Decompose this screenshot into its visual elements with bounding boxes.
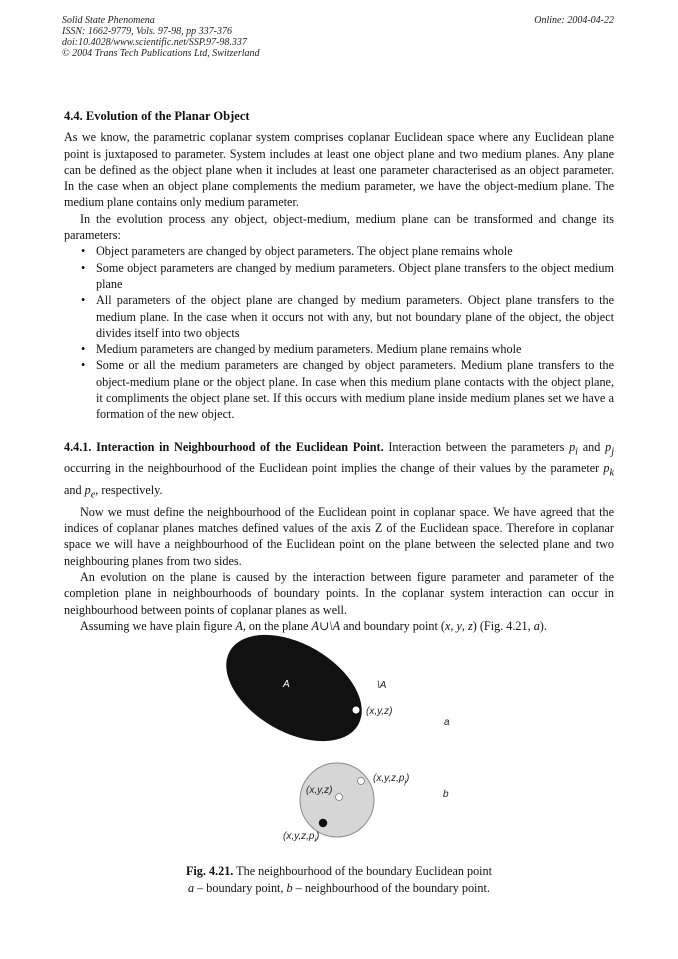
- caption-text: – boundary point,: [194, 881, 287, 895]
- subsection-title: 4.4.1. Interaction in Neighbourhood of the Euclidean Point.: [64, 439, 384, 454]
- math: x: [444, 618, 451, 633]
- label-A: A: [283, 679, 290, 690]
- paragraph: An evolution on the plane is caused by the interaction between figure parameter and parameter of the completion plane in neighbourhoods of boundary points. In the coplanar system interaction can occur in neighbourhood between points of coplanar planes as well.: [64, 570, 614, 617]
- math: a: [533, 618, 540, 633]
- label-sub: i: [314, 837, 317, 844]
- math: z: [468, 618, 473, 633]
- text: ,: [461, 618, 468, 633]
- math: p: [605, 439, 612, 454]
- figure-a-ellipse: [208, 613, 380, 763]
- caption-letter: a: [188, 881, 195, 895]
- caption-fig-number: Fig. 4.21.: [185, 864, 234, 878]
- label-text: ): [406, 773, 410, 784]
- text: and: [578, 439, 606, 454]
- text: , on the plane: [242, 618, 312, 633]
- math: y: [456, 618, 462, 633]
- label-center-point: (x,y,z): [306, 785, 333, 796]
- copyright-line: © 2004 Trans Tech Publications Ltd, Switzerland: [62, 48, 260, 59]
- center-point: [336, 794, 343, 801]
- text: Assuming we have plain figure: [80, 618, 236, 633]
- label-complement-A: \A: [377, 680, 387, 691]
- math: p: [603, 461, 610, 476]
- list-item: • Some or all the medium parameters are changed by object parameters. Medium plane transfers to the object-medium plane or the object plane. In case when this medium plane contacts with the object plane, it compliments the object plane set. If this occurs with medium plane inside medium planes set we have a formation of the new object.: [96, 357, 614, 422]
- label-a: a: [444, 717, 450, 728]
- math: A∪\A: [311, 618, 341, 633]
- caption-text: – neighbourhood of the boundary point.: [292, 881, 490, 895]
- text: ) (Fig. 4.21,: [472, 618, 534, 633]
- list-item: • Medium parameters are changed by medium parameters. Medium plane remains whole: [96, 341, 614, 357]
- journal-name: Solid State Phenomena: [62, 15, 155, 26]
- math: e: [90, 489, 96, 501]
- text: occurring in the neighbourhood of the Euclidean point implies the change of their values by the parameter: [64, 461, 604, 476]
- math: A: [235, 618, 243, 633]
- math: k: [609, 467, 614, 479]
- text: and boundary point (: [340, 618, 445, 633]
- online-date: Online: 2004-04-22: [534, 15, 614, 26]
- list-item: • Some object parameters are changed by medium parameters. Object plane transfers to the object medium plane: [96, 260, 614, 293]
- text: Interaction between the parameters: [383, 439, 570, 454]
- list-item: • All parameters of the object plane are changed by medium parameters. Object plane transfers to the medium plane. In the case when it occurs not with any, but not boundary plane of the object, the object divides itself into two objects: [96, 292, 614, 341]
- label-point-j: [373, 773, 409, 786]
- paragraph: Now we must define the neighbourhood of the Euclidean point in coplanar space. We have agreed that the indices of coplanar planes matches defined values of the axis Z of the Euclidean space. Therefore in coplanar space we will have a neighbourhood of the Euclidean point on the plane between the selected plane and two neighbouring planes from two sides.: [64, 504, 614, 568]
- math: p: [84, 483, 91, 498]
- label-text: ): [316, 831, 320, 842]
- boundary-point: [352, 706, 360, 714]
- label-text: (x,y,z,p: [373, 773, 405, 784]
- caption-letter: b: [286, 881, 293, 895]
- neighbour-point-j: [358, 778, 365, 785]
- neighbour-point-i: [319, 819, 327, 827]
- label-point-i: [283, 831, 319, 844]
- text: ).: [539, 618, 547, 633]
- paragraph: In the evolution process any object, object-medium, medium plane can be transformed and change its parameters:: [64, 211, 614, 243]
- text: , respectively.: [95, 483, 163, 498]
- caption-text: The neighbourhood of the boundary Euclidean point: [233, 864, 493, 878]
- label-text: (x,y,z,p: [283, 831, 315, 842]
- math: i: [575, 446, 578, 458]
- caption-line-1: [0, 863, 678, 880]
- label-boundary-point: (x,y,z): [366, 706, 393, 717]
- issn-line: ISSN: 1662-9779, Vols. 97-98, pp 337-376: [62, 26, 232, 37]
- list-item: • Object parameters are changed by object parameters. The object plane remains whole: [96, 243, 614, 259]
- caption-line-2: [0, 880, 678, 897]
- doi-line: doi:10.4028/www.scientific.net/SSP.97-98.337: [62, 37, 247, 48]
- figure-caption: [0, 863, 678, 897]
- label-b: b: [443, 789, 449, 800]
- text: ,: [450, 618, 457, 633]
- paragraph: As we know, the parametric coplanar system comprises coplanar Euclidean space where any Euclidean plane point is juxtaposed to parameter. System includes at least one object plane and two medium planes. Any plane can be defined as the object plane when it includes at least one parameter characterised as an object parameter. In the case when an object plane complements the medium parameter, we have the object-medium plane. The medium plane contains only medium parameter.: [64, 130, 614, 210]
- text: and: [64, 483, 85, 498]
- section-title: 4.4. Evolution of the Planar Object: [64, 109, 250, 123]
- math: j: [611, 446, 615, 458]
- math: p: [569, 439, 576, 454]
- label-sub: j: [404, 779, 407, 786]
